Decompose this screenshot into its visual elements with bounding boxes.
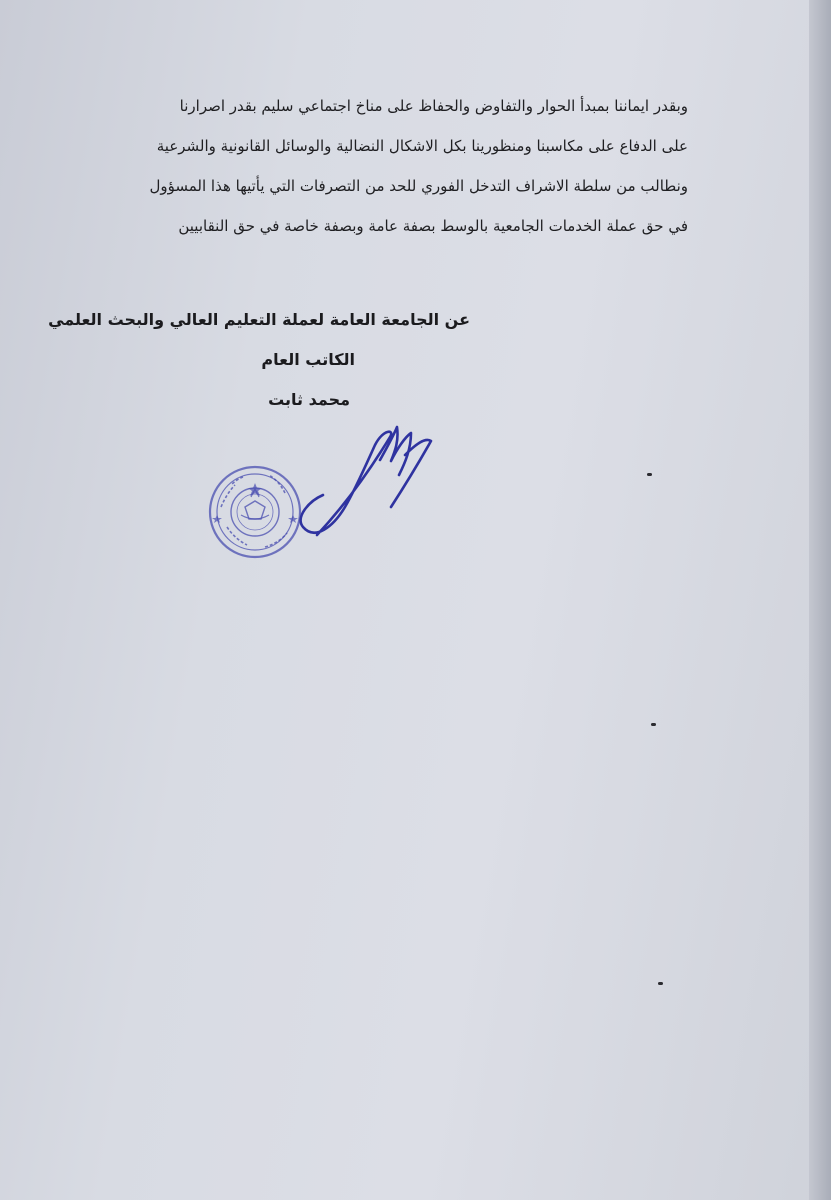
stamp-and-signature	[205, 415, 465, 575]
letter-paragraph	[60, 86, 688, 246]
paragraph-line-1: وبقدر ايماننا بمبدأ الحوار والتفاوض والحفاظ على مناخ اجتماعي سليم بقدر اصرارنا	[179, 97, 688, 115]
paper-speck	[658, 982, 663, 985]
paper-speck	[651, 723, 656, 726]
signatory-role: الكاتب العام	[261, 350, 355, 369]
official-seal-icon	[210, 467, 300, 557]
paper-speck	[647, 473, 652, 476]
paper-edge-shadow	[809, 0, 831, 1200]
stamp-svg	[205, 415, 465, 575]
paragraph-line-4: في حق عملة الخدمات الجامعية بالوسط بصفة عامة وبصفة خاصة في حق النقابيين	[178, 217, 688, 235]
signing-organization: عن الجامعة العامة لعملة التعليم العالي والبحث العلمي	[48, 310, 470, 329]
handwritten-signature-icon	[301, 427, 431, 535]
signature-block	[48, 300, 470, 420]
paragraph-line-2: على الدفاع على مكاسبنا ومنظورينا بكل الاشكال النضالية والوسائل القانونية والشرعية	[156, 137, 688, 155]
signatory-name: محمد ثابت	[268, 390, 350, 409]
paragraph-line-3: ونطالب من سلطة الاشراف التدخل الفوري للحد من التصرفات التي يأتيها هذا المسؤول	[149, 177, 688, 195]
